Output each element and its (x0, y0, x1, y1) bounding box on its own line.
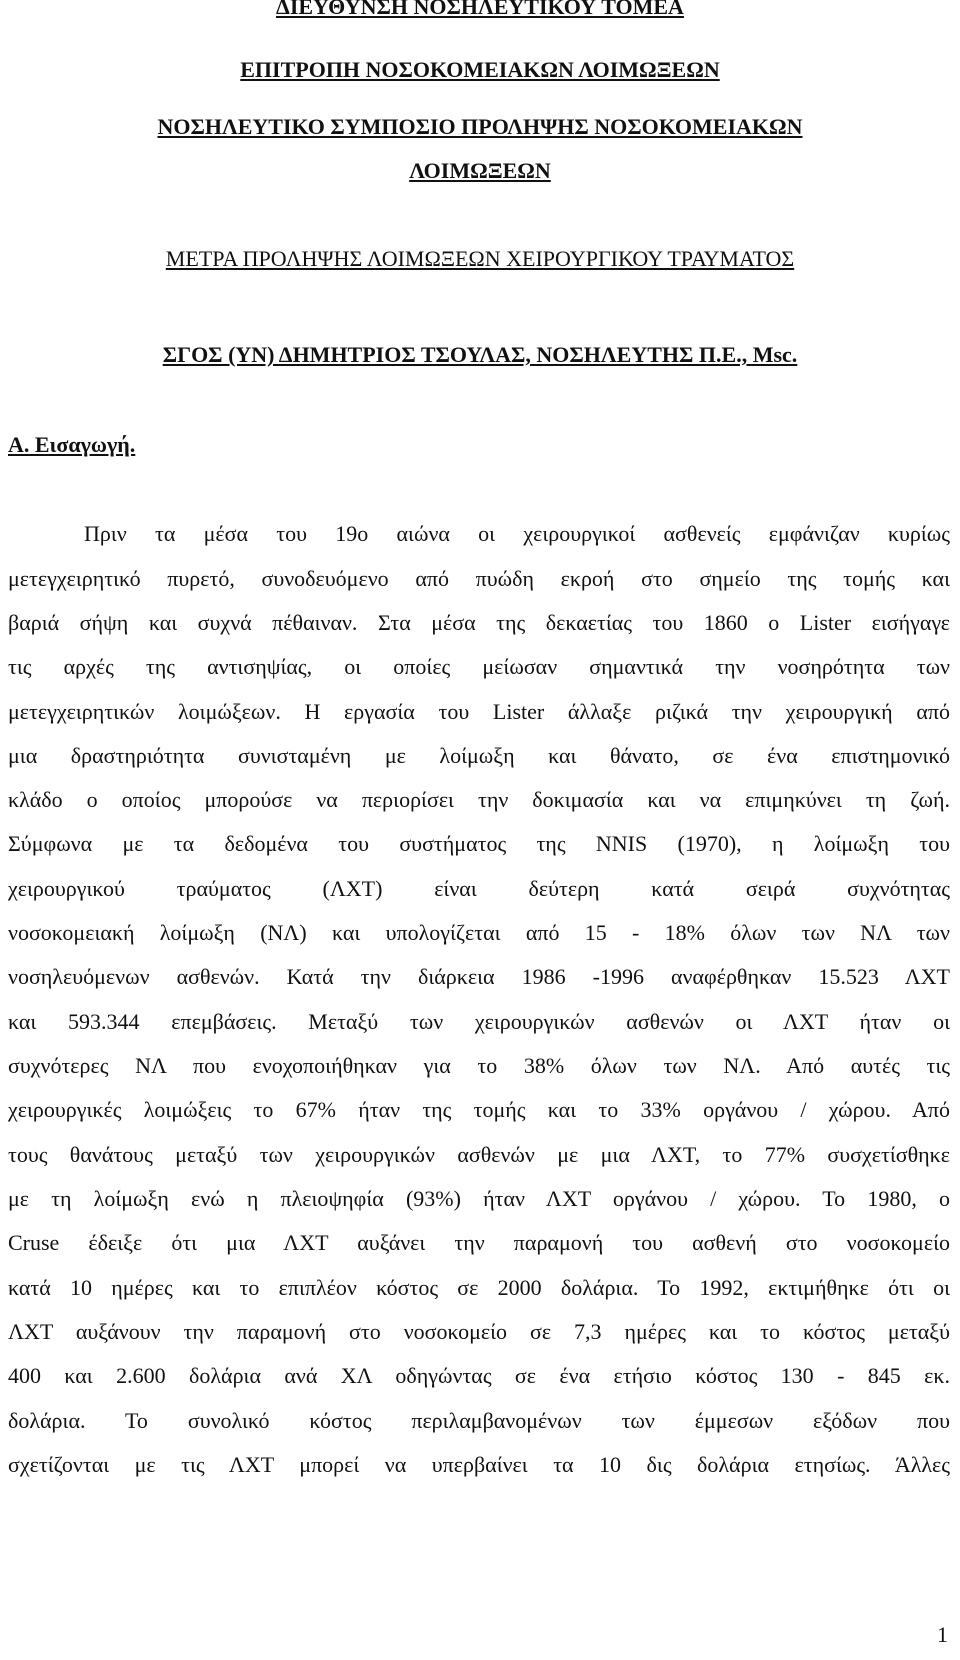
paragraph-line: μετεγχειρητικό πυρετό, συνοδευόμενο από πυώδη εκροή στο σημείο της τομής και (8, 566, 950, 591)
paragraph-line: σχετίζονται με τις ΛΧΤ μπορεί να υπερβαίνει τα 10 δις δολάρια ετησίως. Άλλες (8, 1452, 950, 1477)
heading-author-text: ΣΓΟΣ (ΥΝ) ΔΗΜΗΤΡΙΟΣ ΤΣΟΥΛΑΣ, ΝΟΣΗΛΕΥΤΗΣ Π.Ε., Msc. (162, 342, 798, 367)
paragraph-line: Cruse έδειξε ότι μια ΛΧΤ αυξάνει την παραμονή του ασθενή στο νοσοκομείο (8, 1230, 950, 1255)
heading-symposium-text: ΝΟΣΗΛΕΥΤΙΚΟ ΣΥΜΠΟΣΙΟ ΠΡΟΛΗΨΗΣ ΝΟΣΟΚΟΜΕΙΑΚΩΝ (157, 114, 803, 139)
paragraph-line: και 593.344 επεμβάσεις. Μεταξύ των χειρουργικών ασθενών οι ΛΧΤ ήταν οι (8, 1009, 950, 1034)
heading-author (0, 340, 960, 370)
paragraph-line: Σύμφωνα με τα δεδομένα του συστήματος της NNIS (1970), η λοίμωξη του (8, 831, 950, 856)
paragraph-line: 400 και 2.600 δολάρια ανά ΧΛ οδηγώντας σε ένα ετήσιο κόστος 130 - 845 εκ. (8, 1363, 950, 1388)
paragraph-line: μετεγχειρητικών λοιμώξεων. Η εργασία του Lister άλλαξε ριζικά την χειρουργική από (8, 699, 950, 724)
paragraph-line: τις αρχές της αντισηψίας, οι οποίες μείωσαν σημαντικά την νοσηρότητα των (8, 654, 950, 679)
paragraph-line: βαριά σήψη και συχνά πέθαιναν. Στα μέσα της δεκαετίας του 1860 ο Lister εισήγαγε (8, 610, 950, 635)
heading-topic (0, 244, 960, 274)
heading-symposium-cont-text: ΛΟΙΜΩΞΕΩΝ (409, 158, 551, 183)
paragraph-line: ΛΧΤ αυξάνουν την παραμονή στο νοσοκομείο σε 7,3 ημέρες και το κόστος μεταξύ (8, 1319, 950, 1344)
paragraph-line: τους θανάτους μεταξύ των χειρουργικών ασθενών με μια ΛΧΤ, το 77% συσχετίσθηκε (8, 1142, 950, 1167)
paragraph-line: Πριν τα μέσα του 19ο αιώνα οι χειρουργικοί ασθενείς εμφάνιζαν κυρίως (84, 521, 950, 546)
heading-symposium-cont (0, 156, 960, 186)
paragraph-line: χειρουργικού τραύματος (ΛΧΤ) είναι δεύτερη κατά σειρά συχνότητας (8, 876, 950, 901)
section-title-introduction (8, 430, 960, 460)
heading-directorate (0, 0, 960, 22)
paragraph-line: νοσοκομειακή λοίμωξη (ΝΛ) και υπολογίζεται από 15 - 18% όλων των ΝΛ των (8, 920, 950, 945)
paragraph-line: δολάρια. Το συνολικό κόστος περιλαμβανομένων των έμμεσων εξόδων που (8, 1408, 950, 1433)
heading-symposium (0, 112, 960, 142)
paragraph-line: κλάδο ο οποίος μπορούσε να περιορίσει την δοκιμασία και να επιμηκύνει τη ζωή. (8, 787, 950, 812)
paragraph-line: με τη λοίμωξη ενώ η πλειοψηφία (93%) ήταν ΛΧΤ οργάνου / χώρου. Το 1980, ο (8, 1186, 950, 1211)
paragraph-line: μια δραστηριότητα συνισταμένη με λοίμωξη και θάνατο, σε ένα επιστημονικό (8, 743, 950, 768)
heading-committee (0, 55, 960, 85)
paragraph-line: χειρουργικές λοιμώξεις το 67% ήταν της τομής και το 33% οργάνου / χώρου. Από (8, 1097, 950, 1122)
paragraph-line: κατά 10 ημέρες και το επιπλέον κόστος σε 2000 δολάρια. Το 1992, εκτιμήθηκε ότι οι (8, 1275, 950, 1300)
section-title-introduction-text: Α. Εισαγωγή. (8, 432, 136, 457)
page-number: 1 (937, 1622, 948, 1647)
heading-committee-text: ΕΠΙΤΡΟΠΗ ΝΟΣΟΚΟΜΕΙΑΚΩΝ ΛΟΙΜΩΞΕΩΝ (240, 57, 720, 82)
heading-topic-text: ΜΕΤΡΑ ΠΡΟΛΗΨΗΣ ΛΟΙΜΩΞΕΩΝ ΧΕΙΡΟΥΡΓΙΚΟΥ ΤΡΑΥΜΑΤΟΣ (165, 246, 795, 271)
paragraph-line: νοσηλευόμενων ασθενών. Κατά την διάρκεια 1986 -1996 αναφέρθηκαν 15.523 ΛΧΤ (8, 964, 950, 989)
heading-directorate-text: ΔΙΕΥΘΥΝΣΗ ΝΟΣΗΛΕΥΤΙΚΟΥ ΤΟΜΕΑ (276, 0, 684, 19)
paragraph-line: συχνότερες ΝΛ που ενοχοποιήθηκαν για το 38% όλων των ΝΛ. Από αυτές τις (8, 1053, 950, 1078)
